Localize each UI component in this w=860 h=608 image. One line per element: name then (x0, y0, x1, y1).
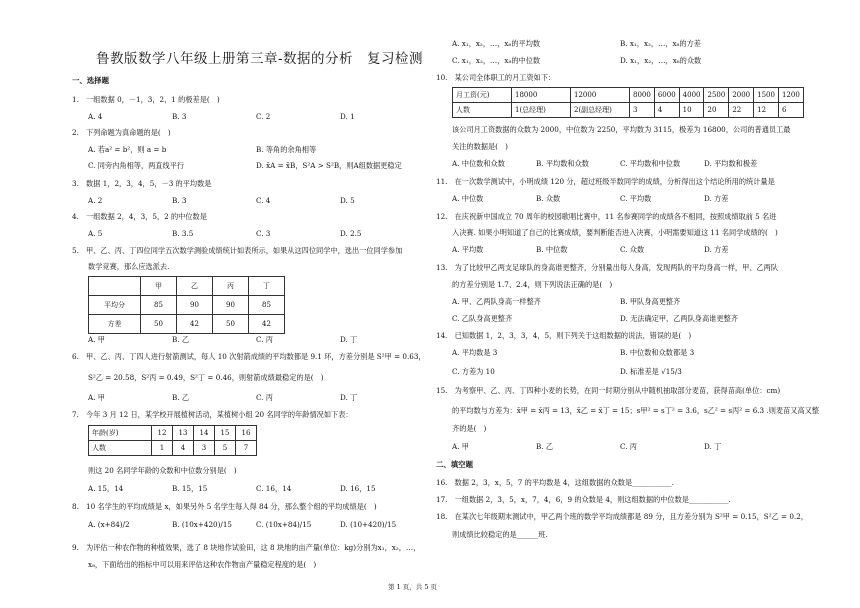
question-17: 17. 一组数据 2，3，5，x，7，4，6，9 的众数是 4，则这组数据的中位数是___________. (436, 495, 731, 504)
table-row (89, 426, 257, 441)
q12-option-d: D. 方差 (704, 245, 729, 254)
q4-option-c: C. 3 (256, 229, 271, 238)
question-14: 14. 已知数据 1，2，3，3，4，5，则下列关于这组数据的说法，错误的是( ) (436, 331, 692, 340)
table-cell: 月工资(元) (453, 88, 512, 103)
q8-option-d: D. (10+420)/15 (340, 520, 397, 529)
table-cell: 2500 (704, 88, 729, 103)
table-cell: 22 (729, 103, 754, 118)
q4-option-a: A. 5 (88, 229, 103, 238)
q7-option-b: B. 15，15 (172, 484, 208, 493)
table-cell: 42 (249, 315, 285, 334)
q8-option-a: A. (x+84)/2 (88, 520, 130, 529)
q9-option-c: C. x₁，x₂，…，x₈的中位数 (452, 56, 541, 65)
table-cell: 4 (654, 103, 679, 118)
table-cell: 12 (152, 426, 173, 441)
question-11: 11. 在一次数学测试中，小明成绩 120 分，超过班级半数同学的成绩，分析得出这个结论所用的统计量是 (436, 177, 775, 186)
q13-option-b: B. 甲队身高更整齐 (620, 297, 681, 306)
q1-option-b: B. 3 (172, 112, 187, 121)
q14-option-d: D. 标准差是 √15/3 (620, 367, 682, 376)
q2-option-c: C. 同旁内角相等，两直线平行 (88, 161, 185, 170)
q5-option-d: D. 丁 (340, 335, 358, 344)
q11-option-d: D. 方差 (704, 194, 729, 203)
q5-option-c: C. 丙 (256, 335, 273, 344)
table-cell: 85 (141, 296, 177, 315)
q15-option-c: C. 丙 (620, 442, 637, 451)
table-row (89, 315, 285, 334)
question-5-cont: 数学竞赛，那么应选派去. (88, 262, 170, 271)
table-row (453, 88, 804, 103)
table-cell: 12 (754, 103, 779, 118)
q1-option-a: A. 4 (88, 112, 103, 121)
table-cell: 5 (215, 441, 236, 456)
table-cell: 人数 (89, 441, 152, 456)
q9-option-d: D. x₁，x₂，…，x₈的众数 (620, 56, 702, 65)
question-9-cont: x₈，下面给出的指标中可以用来评估这种农作物亩产量稳定程度的是( ) (88, 560, 317, 569)
table-cell: 1200 (778, 88, 803, 103)
q9-option-a: A. x₁，x₂，…，x₈的平均数 (452, 39, 541, 48)
question-7: 7. 今年 3 月 12 日，某学校开展植树活动，某植树小组 20 名同学的年龄情况如下表： (72, 410, 353, 419)
question-2: 2. 下列命题为真命题的是( ) (72, 128, 171, 137)
q2-option-b: B. 等角的余角相等 (256, 145, 317, 154)
table-cell: 1500 (754, 88, 779, 103)
question-12: 12. 在庆祝新中国成立 70 周年的校园歌唱比赛中，11 名参赛同学的成绩各不相同，按照成绩取前 5 名进 (436, 212, 777, 221)
question-9: 9. 为评估一种农作物的种植效果，选了 8 块地作试验田，这 8 块地的亩产量(单位：kg)分别为x₁，x₂，…， (72, 543, 421, 552)
q4-option-b: B. 3.5 (172, 229, 194, 238)
page-footer: 第 1 页，共 5 页 (388, 583, 438, 591)
table-cell: 15 (215, 426, 236, 441)
question-15-cont: 的平均数与方差为：x̄甲 = x̄丙 = 13，x̄乙 = x̄丁 = 15；s甲² = s丁² = 3.6，s乙² = s丙² = 6.3 .则麦苗又高又整 (452, 406, 820, 415)
q15-option-d: D. 丁 (704, 442, 722, 451)
section-heading-fill: 二、填空题 (436, 460, 473, 469)
question-16: 16. 数据 2，3，x，5，7 的平均数是 4，这组数据的众数是___________. (436, 478, 674, 487)
q1-option-c: C. 2 (256, 112, 271, 121)
q12-option-c: C. 众数 (620, 245, 645, 254)
table-cell: 1(总经理) (512, 103, 571, 118)
table-row (89, 441, 257, 456)
table-cell: 50 (141, 315, 177, 334)
q7-option-c: C. 16，14 (256, 484, 292, 493)
q13-option-c: C. 乙队身高更整齐 (452, 314, 513, 323)
q13-option-a: A. 甲、乙两队身高一样整齐 (452, 297, 541, 306)
q3-option-b: B. 3 (172, 196, 187, 205)
q14-option-a: A. 平均数是 3 (452, 348, 498, 357)
table-cell: 6000 (654, 88, 679, 103)
q14-option-b: B. 中位数和众数都是 3 (620, 348, 695, 357)
question-6-cont: S²乙 = 20.58，S²丙 = 0.49，S²丁 = 0.46，则射箭成绩最稳定的是( ) (88, 373, 324, 382)
table-cell: 6 (778, 103, 803, 118)
table-cell: 13 (173, 426, 194, 441)
q11-option-a: A. 中位数 (452, 194, 484, 203)
table-cell: 85 (249, 296, 285, 315)
q2-option-d: D. x̄A = x̄B，S²A > S²B，则A组数据更稳定 (256, 161, 402, 170)
q4-option-d: D. 2.5 (340, 229, 362, 238)
q1-option-d: D. 1 (340, 112, 355, 121)
table-cell: 年龄(岁) (89, 426, 152, 441)
table-cell: 丁 (249, 277, 285, 296)
q11-option-b: B. 众数 (536, 194, 561, 203)
q12-option-a: A. 平均数 (452, 245, 484, 254)
q3-option-d: D. 5 (340, 196, 355, 205)
question-13: 13. 为了比较甲乙两支足球队的身高谁更整齐，分别量出每人身高，发现两队的平均身高一样，甲、乙两队 (436, 263, 779, 272)
table-cell: 42 (177, 315, 213, 334)
q5-option-b: B. 乙 (172, 335, 190, 344)
q12-option-b: B. 中位数 (536, 245, 568, 254)
q10-option-b: B. 平均数和众数 (536, 159, 589, 168)
q5-table (88, 276, 285, 334)
question-10-cont: 该公司月工资数据的众数为 2000，中位数为 2250，平均数为 3115，极差为 16800，公司的普通员工最 (452, 125, 791, 134)
q15-option-b: B. 乙 (536, 442, 554, 451)
page-title: 鲁教版数学八年级上册第三章-数据的分析 复习检测 (96, 51, 424, 67)
section-heading-choice: 一、选择题 (72, 76, 109, 85)
q8-option-b: B. (10x+420)/15 (172, 520, 232, 529)
table-cell: 90 (177, 296, 213, 315)
table-cell: 7 (236, 441, 257, 456)
question-12-cont: 入决赛. 如果小明知道了自己的比赛成绩，要判断能否进入决赛，小明需要知道这 11 名同学成绩的( ) (452, 228, 778, 237)
table-row (89, 296, 285, 315)
question-6: 6. 甲、乙、丙、丁四人进行射箭测试，每人 10 次射箭成绩的平均数都是 9.1 环，方差分别是 S²甲 = 0.63， (72, 352, 426, 361)
q6-option-c: C. 丙 (256, 393, 273, 402)
q3-option-c: C. 4 (256, 196, 271, 205)
table-cell: 12000 (571, 88, 630, 103)
table-cell: 20 (704, 103, 729, 118)
question-18: 18. 在某次七年级期末测试中，甲乙两个班的数学平均成绩都是 89 分，且方差分别为 S²甲 = 0.15，S²乙 = 0.2， (436, 512, 808, 521)
table-cell: 3 (194, 441, 215, 456)
question-1: 1. 一组数据 0，－1，3，2，1 的极差是( ) (72, 95, 220, 104)
question-8: 8. 10 名学生的平均成绩是 x，如果另外 5 名学生每人得 84 分，那么整个组的平均成绩是( ) (72, 502, 377, 511)
question-4: 4. 一组数据 2，4，3，5，2 的中位数是 (72, 212, 207, 221)
q10-option-a: A. 中位数和众数 (452, 159, 505, 168)
q5-option-a: A. 甲 (88, 335, 105, 344)
question-3: 3. 数据 1，2，3，4，5，－3 的平均数是 (72, 179, 212, 188)
table-row (89, 277, 285, 296)
table-cell: 90 (213, 296, 249, 315)
question-13-cont: 的方差分别是 1.7、2.4，则下列说法正确的是( ) (452, 280, 613, 289)
question-5: 5. 甲、乙、丙、丁四位同学五次数学测验成绩统计如表所示，如果从这四位同学中，选出一位同学参加 (72, 246, 403, 255)
q14-option-c: C. 方差为 10 (452, 367, 495, 376)
q7-option-d: D. 16，15 (340, 484, 376, 493)
q11-option-c: C. 平均数 (620, 194, 652, 203)
table-cell: 18000 (512, 88, 571, 103)
table-cell: 8000 (630, 88, 655, 103)
question-15-cont2: 齐的是( ) (452, 424, 487, 433)
question-15: 15. 为考察甲、乙、丙、丁四种小麦的长势，在同一时期分别从中随机抽取部分麦苗，获得苗高(单位：cm) (436, 386, 781, 395)
q6-option-d: D. 丁 (340, 393, 358, 402)
q13-option-d: D. 无法确定甲、乙两队身高谁更整齐 (620, 314, 738, 323)
q8-option-c: C. (10x+84)/15 (256, 520, 312, 529)
table-cell: 10 (679, 103, 704, 118)
q7-table (88, 425, 257, 456)
table-cell: 人数 (453, 103, 512, 118)
q7-option-a: A. 15，14 (88, 484, 124, 493)
table-cell: 方差 (89, 315, 141, 334)
question-10-cont2: 关注的数据是( ) (452, 142, 508, 151)
q6-option-a: A. 甲 (88, 393, 105, 402)
q3-option-a: A. 2 (88, 196, 103, 205)
q10-option-c: C. 平均数和中位数 (620, 159, 681, 168)
q10-table (452, 87, 804, 118)
table-cell: 4000 (679, 88, 704, 103)
q10-option-d: D. 平均数和极差 (704, 159, 758, 168)
table-cell: 14 (194, 426, 215, 441)
table-cell: 2000 (729, 88, 754, 103)
q2-option-a: A. 若a² = b²，则 a = b (88, 145, 167, 154)
table-cell (89, 277, 141, 296)
q15-option-a: A. 甲 (452, 442, 469, 451)
table-cell: 4 (173, 441, 194, 456)
q9-option-b: B. x₁，x₂，…，x₈的方差 (620, 39, 701, 48)
table-cell: 3 (630, 103, 655, 118)
question-10: 10. 某公司全体职工的月工资如下： (436, 73, 556, 82)
table-cell: 乙 (177, 277, 213, 296)
table-cell: 平均分 (89, 296, 141, 315)
table-cell: 1 (152, 441, 173, 456)
table-cell: 50 (213, 315, 249, 334)
q6-option-b: B. 乙 (172, 393, 190, 402)
question-18-cont: 则成绩比较稳定的是______班. (452, 530, 548, 539)
table-cell: 16 (236, 426, 257, 441)
table-row (453, 103, 804, 118)
table-cell: 甲 (141, 277, 177, 296)
table-cell: 丙 (213, 277, 249, 296)
table-cell: 2(副总经理) (571, 103, 630, 118)
question-7-cont: 则这 20 名同学年龄的众数和中位数分别是( ) (88, 466, 237, 475)
